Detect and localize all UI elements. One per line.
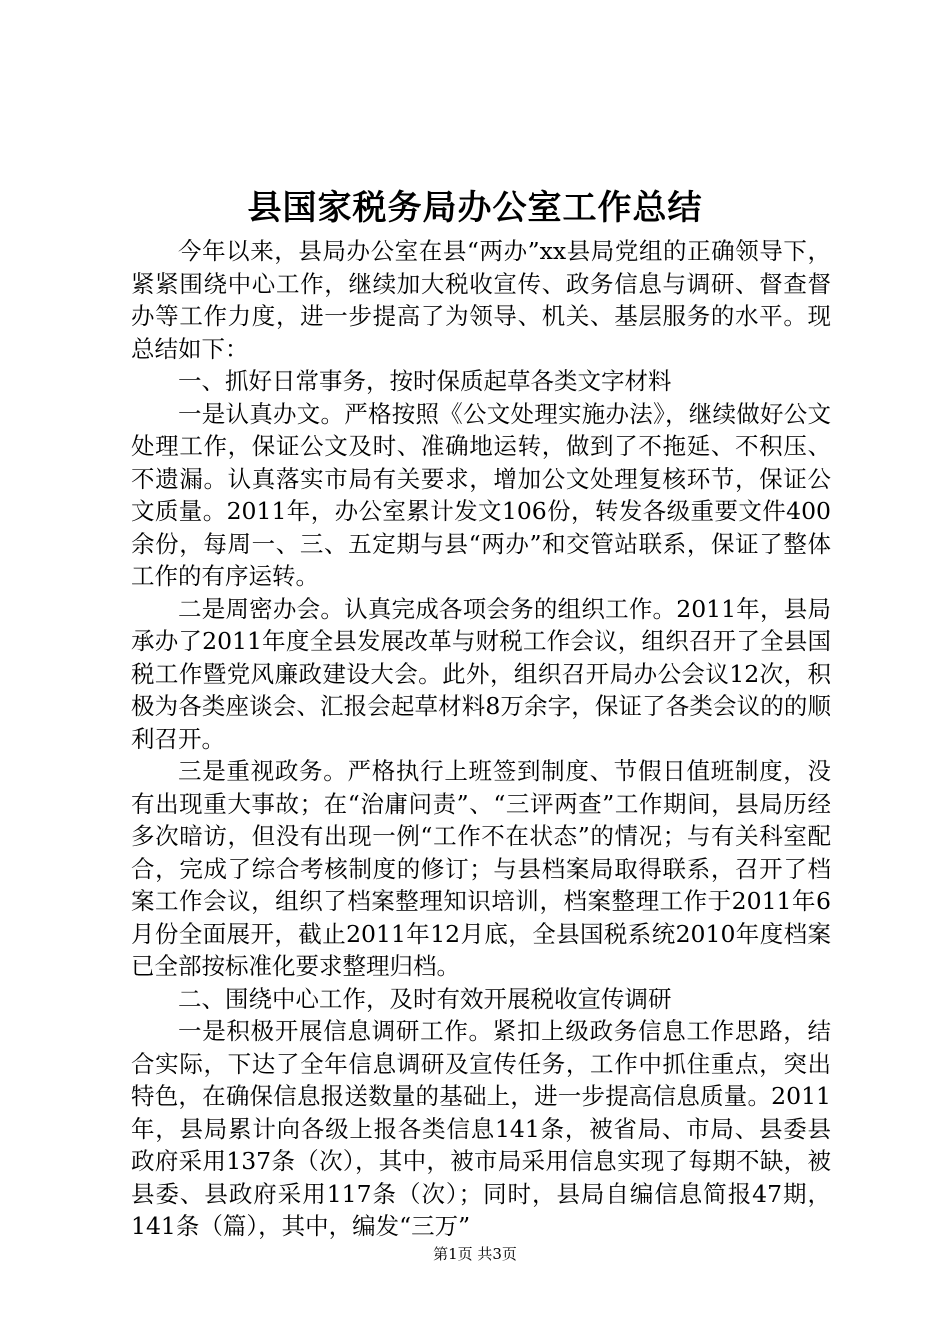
paragraph-intro: 今年以来，县局办公室在县“两办”xx县局党组的正确领导下，紧紧围绕中心工作，继续加大税收宣传、政务信息与调研、督查督办等工作力度，进一步提高了为领导、机关、基层服务的水平。现总结如下：: [131, 237, 831, 363]
paragraph-information-research: 一是积极开展信息调研工作。紧扣上级政务信息工作思路，结合实际，下达了全年信息调研及宣传任务，工作中抓住重点，突出特色，在确保信息报送数量的基础上，进一步提高信息质量。2011年，县局累计向各级上报各类信息141条，被省局、市局、县委县政府采用137条（次），其中，被市局采用信息实现了每期不缺，被县委、县政府采用117条（次）；同时，县局自编信息简报47期，141条（篇），其中，编发“三万”: [131, 1017, 831, 1240]
document-body: [131, 235, 831, 1243]
paragraph-document-handling: 一是认真办文。严格按照《公文处理实施办法》，继续做好公文处理工作，保证公文及时、准确地运转，做到了不拖延、不积压、不遗漏。认真落实市局有关要求，增加公文处理复核环节，保证公文质量。2011年，办公室累计发文106份，转发各级重要文件400余份，每周一、三、五定期与县“两办”和交管站联系，保证了整体工作的有序运转。: [131, 399, 831, 590]
section-heading-1: 一、抓好日常事务，按时保质起草各类文字材料: [178, 367, 672, 395]
section-heading-2: 二、围绕中心工作，及时有效开展税收宣传调研: [178, 984, 672, 1013]
page-number-footer: 第1页 共3页: [433, 1245, 517, 1263]
document-title: 县国家税务局办公室工作总结: [247, 188, 703, 228]
paragraph-meetings: 二是周密办会。认真完成各项会务的组织工作。2011年，县局承办了2011年度全县发展改革与财税工作会议，组织召开了全县国税工作暨党风廉政建设大会。此外，组织召开局办公会议12次，积极为各类座谈会、汇报会起草材料8万余字，保证了各类会议的的顺利召开。: [131, 594, 831, 753]
paragraph-government-affairs: 三是重视政务。严格执行上班签到制度、节假日值班制度，没有出现重大事故；在“治庸问责”、“三评两查”工作期间，县局历经多次暗访，但没有出现一例“工作不在状态”的情况；与有关科室配合，完成了综合考核制度的修订；与县档案局取得联系，召开了档案工作会议，组织了档案整理知识培训，档案整理工作于2011年6月份全面展开，截止2011年12月底，全县国税系统2010年度档案已全部按标准化要求整理归档。: [131, 757, 831, 980]
